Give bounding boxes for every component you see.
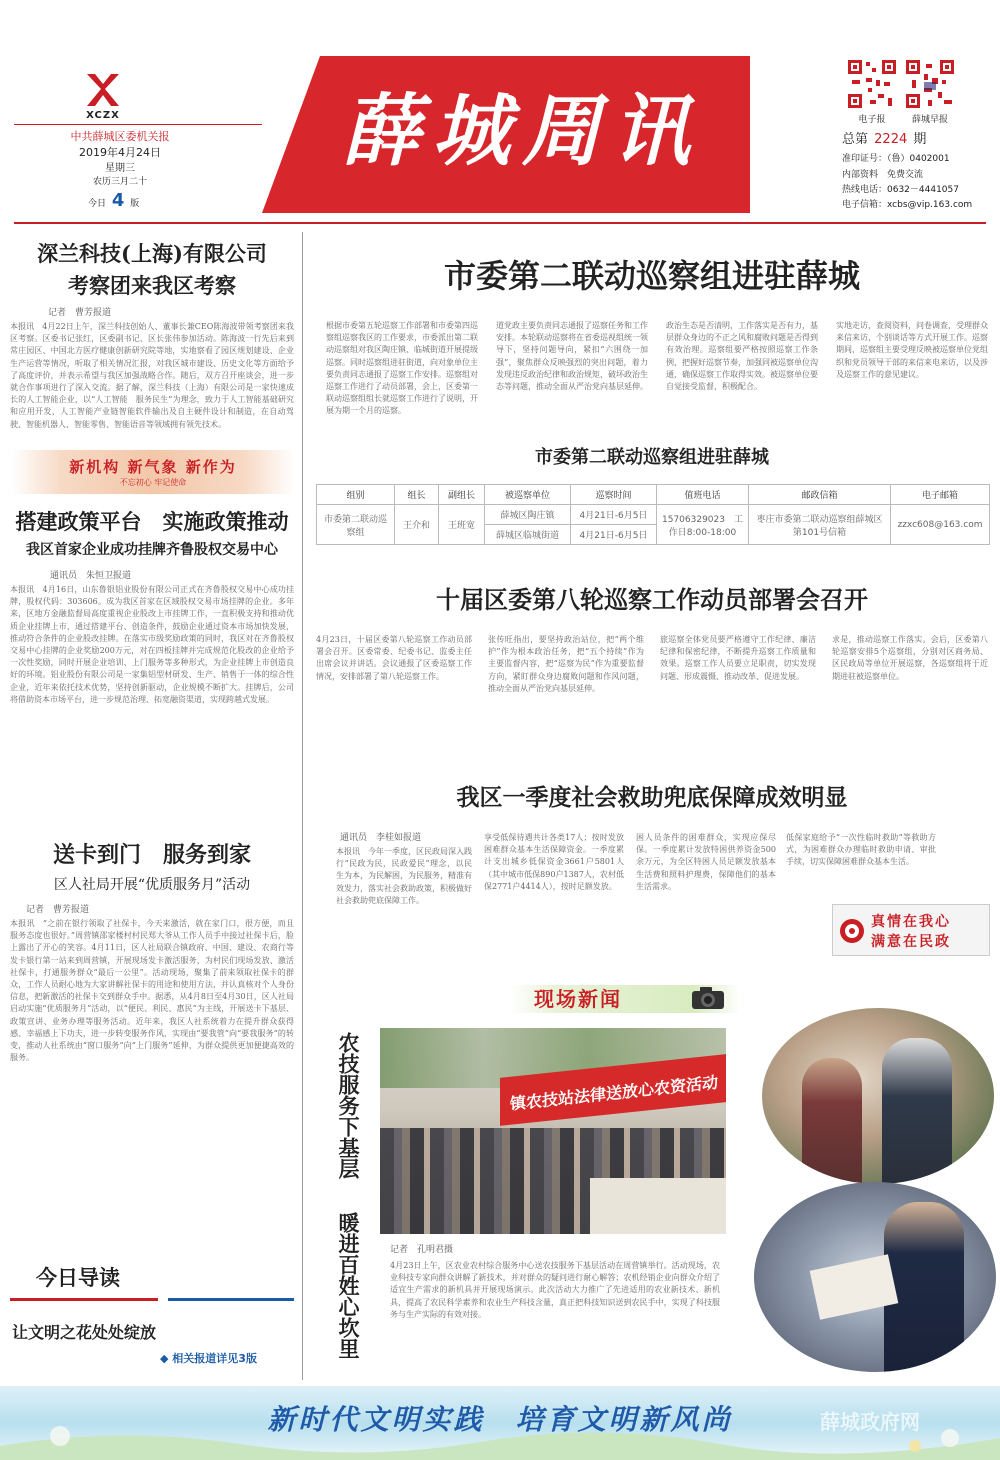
camera-icon [690, 985, 726, 1011]
vertical-title-1: 农技服务下基层 [336, 1032, 361, 1179]
issue-value: 2224 [874, 132, 908, 147]
civil-affairs-emblem-icon [839, 918, 865, 944]
table-header-deputy: 副组长 [439, 485, 485, 505]
article-3-byline: 记者 曹芳报道 [26, 905, 90, 915]
round-photo-1-figure-2 [802, 1058, 862, 1184]
article-2-col-3: 旅巡察全体党员要严格遵守工作纪律、廉洁纪律和保密纪律，不断提升巡察工作质量和效果。巡察工作人员要立足职责，切实发现问题、形成震慑、推动改革、促进发展。 [660, 635, 816, 681]
table-cell-deputy: 王班宽 [439, 505, 485, 545]
issue-prefix: 总第 [842, 132, 869, 147]
article-2-byline: 通讯员 朱恒卫报道 [50, 571, 132, 581]
slogan-banner [12, 450, 294, 494]
lunar-date: 农历三月二十 [92, 177, 147, 187]
article-3-col-2: 享受低保待遇共计各类17人；按时发放困难群众基本生活保障资金。一季度累计支出城乡低保资金3661户5801人（其中城市低保890户1387人，农村低保2771户4414人），按时足额发放。 [484, 833, 624, 891]
table-header-mailbox: 邮政信箱 [749, 485, 891, 505]
page-count-suffix: 版 [130, 199, 140, 209]
guide-rule-blue [168, 1298, 294, 1301]
page-count-prefix: 今日 [88, 199, 107, 209]
lead-col-1: 根据市委第五轮巡察工作部署和市委第四巡察组巡察我区的工作要求，市委派出第二联动巡察组对我区陶庄镇、临城街道开展提级巡察。同时巡察组进驻街道，向对象单位主要负责同志通报了巡察工作安排。巡察组对巡察工作进行了动员部署，会上，区委第一联动巡察组组长就巡察工作进行了说明，开展为期一个月的巡察。 [326, 321, 478, 416]
photo-table [590, 1178, 726, 1234]
article-2-body-main [316, 634, 990, 746]
table-header-time: 巡察时间 [571, 485, 657, 505]
qr-code-morning-paper [904, 58, 956, 110]
logo [82, 72, 124, 108]
table-title: 市委第二联动巡察组进驻薛城 [535, 447, 769, 468]
footer-watermark: 薛城政府网 [820, 1410, 920, 1434]
photo-caption: 4月23日上午，区农业农村综合服务中心送农技服务下基层活动在周营镇举行。活动现场，农业科技专家向群众讲解了新技术，并对群众的疑问进行耐心解答；农机经销企业向群众介绍了适宜生产需求的新机具并开展现场演示。此次活动大力推广了先进适用的农业新技术、新机具，提高了农民科学素养和农业生产科技含量，真正把科技知识送到农民手中，实现了科技服务与生产实际的有效对接。 [390, 1261, 720, 1319]
article-2-col-4: 求是，推动巡察工作落实。会后，区委第八轮巡察安排5个巡察组，分别对区商务局、区民政局等单位开展巡察，各巡察组将于近期进驻被巡察单位。 [832, 635, 988, 681]
round-photo-1 [762, 1008, 994, 1184]
slogan-main: 新机构 新气象 新作为 [69, 458, 237, 476]
qr-label-e-paper: 电子报 [858, 115, 886, 125]
print-permit: 准印证号：（鲁）0402001 [842, 154, 950, 164]
masthead [0, 0, 1000, 228]
qr-code-e-paper [846, 58, 898, 110]
article-3-title: 送卡到门 服务到家 [52, 842, 251, 868]
lead-col-3: 政治生态是否清明，工作落实是否有力，基层群众身边的不正之风和腐败问题是否得到有效治理。巡察组要严格按照巡察工作条例，把握好巡察节奏，加强同被巡察单位沟通，确保巡察工作取得实效。被巡察单位要自觉接受监督，积极配合。 [666, 321, 818, 392]
paper-title: 薛城周讯 [341, 86, 702, 177]
article-3-col-4: 低保家庭给予“一次性临时救助”等救助方式，为困难群众办理临时救助申请、审批手续，切实保障困难群众基本生活。 [786, 833, 936, 867]
qr-label-morning-paper: 薛城早报 [911, 115, 948, 125]
article-3-subtitle: 区人社局开展“优质服务月”活动 [53, 877, 251, 893]
masthead-rule [14, 222, 986, 224]
table-header-unit: 被巡察单位 [485, 485, 571, 505]
publish-date: 2019年4月24日 [79, 146, 161, 159]
scene-news-header [510, 977, 740, 1017]
ad-line-1: 真情在我心 [871, 914, 951, 930]
guide-item: 让文明之花处处绽放 [12, 1323, 157, 1342]
table-header-leader: 组长 [395, 485, 439, 505]
table-cell-leader: 王介和 [395, 505, 439, 545]
table-cell-unit: 薛城区临城街道 [485, 525, 571, 545]
table-cell-phone: 15706329023 工作日8:00-18:00 [657, 505, 749, 545]
article-2-title: 搭建政策平台 实施政策推动 [15, 509, 289, 534]
article-2-subtitle: 我区首家企业成功挂牌齐鲁股权交易中心 [26, 542, 278, 558]
qr-code-icon [846, 58, 898, 110]
lead-title: 市委第二联动巡察组进驻薛城 [443, 257, 860, 295]
table-cell-mailbox: 枣庄市委第二联动巡察组薛城区第101号信箱 [749, 505, 891, 545]
slogan-sub: 不忘初心 牢记使命 [119, 478, 187, 487]
logo-rule [14, 124, 262, 125]
guide-rule-red [10, 1298, 158, 1301]
hotline: 热线电话：0632－4441057 [842, 185, 959, 195]
logo-mark-icon [82, 72, 124, 108]
ad-line-2: 满意在民政 [871, 934, 951, 950]
page-count-number: 4 [111, 190, 125, 211]
article-3-byline-main: 通讯员 李桂如报道 [340, 833, 422, 843]
internal-note: 内部资料 免费交流 [842, 170, 924, 180]
table-cell-group: 市委第二联动巡察组 [317, 505, 395, 545]
scene-news-title: 现场新闻 [534, 987, 622, 1011]
article-3-title-main: 我区一季度社会救助兜底保障成效明显 [456, 784, 848, 811]
round-photo-1-figure [882, 1038, 952, 1184]
qr-code-icon [904, 58, 956, 110]
email-address: 电子信箱：xcbs@vip.163.com [842, 200, 973, 210]
publisher: 中共薛城区委机关报 [70, 130, 170, 143]
table-cell-time: 4月21日-6月5日 [571, 505, 657, 525]
vertical-title-2: 暖进百姓心坎里 [336, 1212, 361, 1359]
issue-suffix: 期 [913, 132, 927, 147]
main-photo [380, 1028, 726, 1234]
lead-col-4: 实地走访，查阅资料，问卷调查，受理群众来信来访，个别谈话等方式开展工作。巡察期间，巡察组主要受理反映被巡察单位党组织和党员领导干部的来信来电来访，以及涉及巡察工作的意见建议。 [836, 321, 988, 379]
column-divider [302, 232, 303, 1380]
article-3-col-3: 困人员条件的困难群众，实现应保尽保。一季度累计发放特困供养资金500余万元，为全区特困人员足额发放基本生活费和照料护理费，保障他们的基本生活需求。 [636, 833, 776, 891]
article-1-byline: 记者 曹芳报道 [48, 308, 112, 318]
main-column [310, 232, 994, 1380]
article-3-col-1: 本报讯 今年一季度，区民政局深入践行“民政为民，民政爱民”理念，以民生为本，为民解困，为民服务，精准有效发力，落实社会救助政策，积极做好社会救助兜底保障工作。 [336, 847, 472, 905]
table-header-group: 组别 [317, 485, 395, 505]
article-2-col-1: 4月23日，十届区委第八轮巡察工作动员部署会召开。区委常委、纪委书记、监委主任出席会议并讲话。会议通报了区委巡察工作情况，安排部署了第八轮巡察工作。 [316, 635, 472, 681]
duty-table [316, 484, 990, 545]
round-photo-2 [754, 1182, 996, 1372]
issue-number [842, 131, 992, 148]
footer-slogan: 新时代文明实践 培育文明新风尚 [267, 1403, 733, 1436]
table-cell-time: 4月21日-6月5日 [571, 525, 657, 545]
table-cell-email: zzxc608@163.com [891, 505, 990, 545]
logo-abbr: XCZX [86, 110, 120, 121]
lead-body [326, 320, 990, 438]
title-block [262, 56, 750, 213]
article-2-title-main: 十届区委第八轮巡察工作动员部署会召开 [436, 585, 868, 614]
round-photo-2-figure [884, 1202, 964, 1372]
left-column [10, 232, 294, 1380]
article-2-body: 本报讯 4月16日，山东鲁银铝业股份有限公司正式在齐鲁股权交易中心成功挂牌，股权代码：303606。成为我区首家在区域股权交易市场挂牌的企业。多年来，区地方金融监督局高度重视企业股改上市挂牌工作，一直积极支持和推动优质企业挂牌上市，通过搭建平台、创造条件，鼓励企业通过资本市场加快发展，推动符合条件的企业股改挂牌。在落实市级奖励政策的同时，我区对在齐鲁股权交易中心挂牌的企业奖励200万元，对在四板挂牌并完成规范化股改的企业给予一次性奖励，同时开展企业培训、上门服务等多种形式，为企业挂牌上市创造良好的环境。铝业股份有限公司是一家集铝型材研发、生产、销售于一体的综合性企业，近年来依托技术优势，坚持创新驱动，企业规模不断扩大。挂牌后，公司将借助资本市场平台，进一步规范治理、拓宽融资渠道，实现跨越式发展。 [10, 585, 294, 704]
table-row [317, 505, 990, 525]
page-count [88, 190, 208, 211]
lead-col-2: 道党政主要负责同志通报了巡察任务和工作安排。本轮联动巡察将在省委巡视组统一领导下，坚持问题导向，紧扣“六围绕一加强”，聚焦群众反映强烈的突出问题，着力发现违反政治纪律和政治规矩，破坏政治生态等问题，推动全面从严治党向基层延伸。 [496, 321, 648, 392]
article-1-body: 本报讯 4月22日上午，深兰科技创始人、董事长兼CEO陈海波带领考察团来我区考察。区委书记张红，区委副书记、区长张伟参加活动。陈海波一行先后来到常庄园区、中国北方医疗健康创新研究院等地，实地察看了园区规划建设、企业生产运营等情况，听取了相关情况汇报，对我区城市建设、历史文化等方面给予了高度评价，并表示希望与我区加强战略合作。随后，双方召开座谈会，进一步就合作事项进行了深入交流。据了解，深兰科技（上海）有限公司是一家快速成长的人工智能企业，以“人工智能 服务民生”为理念，致力于人工智能基础研究和应用开发，人工智能产业链智能软件输出及自主硬件设计和制造，在自动驾驶、智能机器人、智能零售、智能语音等领域拥有领先技术。 [10, 322, 294, 429]
article-3-body: 本报讯 “之前在银行领取了社保卡，今天来激活，就在家门口，很方便，而且服务态度也很好。”周营镇邵家楼村村民郑大爷从工作人员手中接过社保卡后，脸上露出了开心的笑容。4月11日，区人社局联合镇政府、中国、建设、农商行等发卡银行第一站来到周营镇，开展现场发卡激活服务，为村民们现场发放、激活社保卡，打通服务群众“最后一公里”。活动现场，聚集了前来领取社保卡的群众，工作人员耐心地为大家讲解社保卡的用途和使用方法，并认真核对个人身份信息，把新激活的社保卡交到群众手中。据悉，从4月8日至4月30日，区人社局启动实施“优质服务月”活动，以“便民、利民、惠民”为主线，开展送卡下基层、政策宣讲、业务办理等服务活动。近年来，我区人社系统着力在提升群众获得感、幸福感上下功夫，进一步转变服务作风，实现由“要我管”向“要我服务”的转变，推动人社系统由“窗口服务”向“上门服务”延伸，为群众提供更加便捷高效的服务。 [10, 919, 294, 1063]
civil-affairs-ad [832, 904, 990, 956]
table-header-email: 电子邮箱 [891, 485, 990, 505]
photo-banner-text: 镇农技站法律送放心农资活动 [510, 1072, 719, 1114]
weekday: 星期三 [105, 163, 135, 174]
article-1-title-line-2: 考察团来我区考察 [68, 273, 236, 298]
guide-link[interactable]: ◆ 相关报道详见3版 [160, 1352, 257, 1365]
table-cell-unit: 薛城区陶庄镇 [485, 505, 571, 525]
guide-title: 今日导读 [36, 1265, 120, 1290]
footer-banner [0, 1386, 1000, 1460]
article-1-title-line-1: 深兰科技(上海)有限公司 [37, 241, 267, 266]
photo-byline: 记者 孔明君摄 [390, 1245, 454, 1255]
article-2-col-2: 张传旺指出，要坚持政治站位，把“两个维护”作为根本政治任务，把“五个持续”作为主要监督内容，把“巡察为民”作为重要监督方向，紧盯群众身边腐败问题和作风问题，推动全面从严治党向基层延伸。 [488, 635, 644, 693]
table-header-phone: 值班电话 [657, 485, 749, 505]
